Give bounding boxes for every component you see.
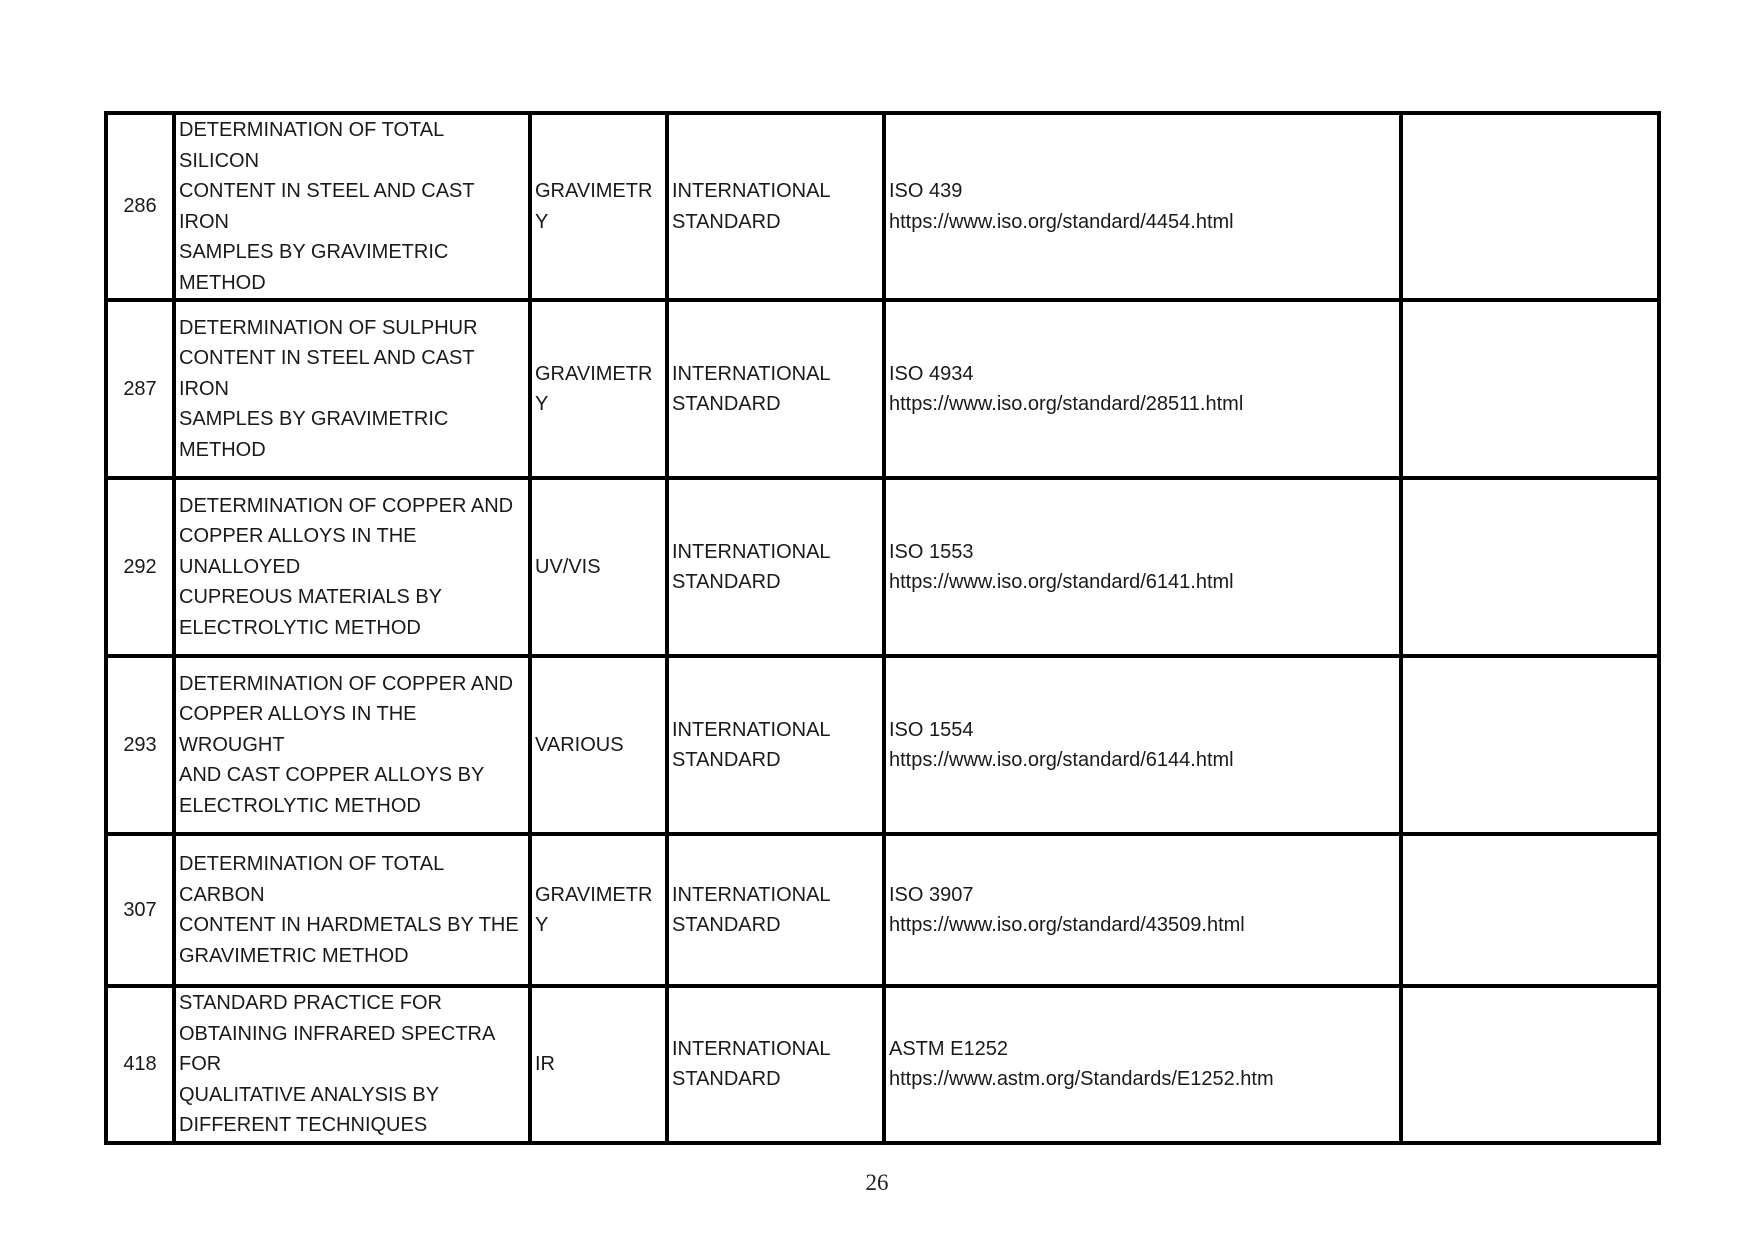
description-cell: DETERMINATION OF TOTAL SILICON CONTENT IN STEEL AND CAST IRON SAMPLES BY GRAVIMETRIC METHOD <box>174 113 530 300</box>
table-row <box>106 656 1659 834</box>
reference-cell: ISO 1553 https://www.iso.org/standard/6141.html <box>884 478 1401 656</box>
reference-cell: ISO 1554 https://www.iso.org/standard/6144.html <box>884 656 1401 834</box>
row-number-cell: 286 <box>106 113 174 300</box>
table-row <box>106 834 1659 986</box>
description-cell: DETERMINATION OF COPPER AND COPPER ALLOYS IN THE WROUGHT AND CAST COPPER ALLOYS BY ELECTROLYTIC METHOD <box>174 656 530 834</box>
remarks-cell <box>1401 986 1659 1143</box>
row-number-cell: 307 <box>106 834 174 986</box>
reference-cell: ASTM E1252 https://www.astm.org/Standards/E1252.htm <box>884 986 1401 1143</box>
row-number-cell: 287 <box>106 300 174 478</box>
reference-cell: ISO 4934 https://www.iso.org/standard/28511.html <box>884 300 1401 478</box>
standard-type-cell: INTERNATIONAL STANDARD <box>667 300 884 478</box>
row-number-cell: 292 <box>106 478 174 656</box>
description-cell: DETERMINATION OF COPPER AND COPPER ALLOYS IN THE UNALLOYED CUPREOUS MATERIALS BY ELECTROLYTIC METHOD <box>174 478 530 656</box>
technique-cell: GRAVIMETRY <box>530 834 667 986</box>
remarks-cell <box>1401 478 1659 656</box>
table-row <box>106 300 1659 478</box>
page-number: 26 <box>865 1170 889 1195</box>
technique-cell: GRAVIMETRY <box>530 113 667 300</box>
table-row <box>106 478 1659 656</box>
row-number-cell: 418 <box>106 986 174 1143</box>
remarks-cell <box>1401 300 1659 478</box>
table-row <box>106 113 1659 300</box>
standard-type-cell: INTERNATIONAL STANDARD <box>667 656 884 834</box>
standard-type-cell: INTERNATIONAL STANDARD <box>667 834 884 986</box>
description-cell: DETERMINATION OF TOTAL CARBON CONTENT IN HARDMETALS BY THE GRAVIMETRIC METHOD <box>174 834 530 986</box>
standard-type-cell: INTERNATIONAL STANDARD <box>667 986 884 1143</box>
description-cell: STANDARD PRACTICE FOR OBTAINING INFRARED SPECTRA FOR QUALITATIVE ANALYSIS BY DIFFERENT TECHNIQUES <box>174 986 530 1143</box>
table-row <box>106 986 1659 1143</box>
standard-type-cell: INTERNATIONAL STANDARD <box>667 478 884 656</box>
reference-cell: ISO 3907 https://www.iso.org/standard/43509.html <box>884 834 1401 986</box>
technique-cell: IR <box>530 986 667 1143</box>
description-cell: DETERMINATION OF SULPHUR CONTENT IN STEEL AND CAST IRON SAMPLES BY GRAVIMETRIC METHOD <box>174 300 530 478</box>
remarks-cell <box>1401 113 1659 300</box>
methods-table <box>104 111 1661 1145</box>
technique-cell: GRAVIMETRY <box>530 300 667 478</box>
row-number-cell: 293 <box>106 656 174 834</box>
remarks-cell <box>1401 834 1659 986</box>
remarks-cell <box>1401 656 1659 834</box>
standard-type-cell: INTERNATIONAL STANDARD <box>667 113 884 300</box>
reference-cell: ISO 439 https://www.iso.org/standard/4454.html <box>884 113 1401 300</box>
technique-cell: UV/VIS <box>530 478 667 656</box>
technique-cell: VARIOUS <box>530 656 667 834</box>
